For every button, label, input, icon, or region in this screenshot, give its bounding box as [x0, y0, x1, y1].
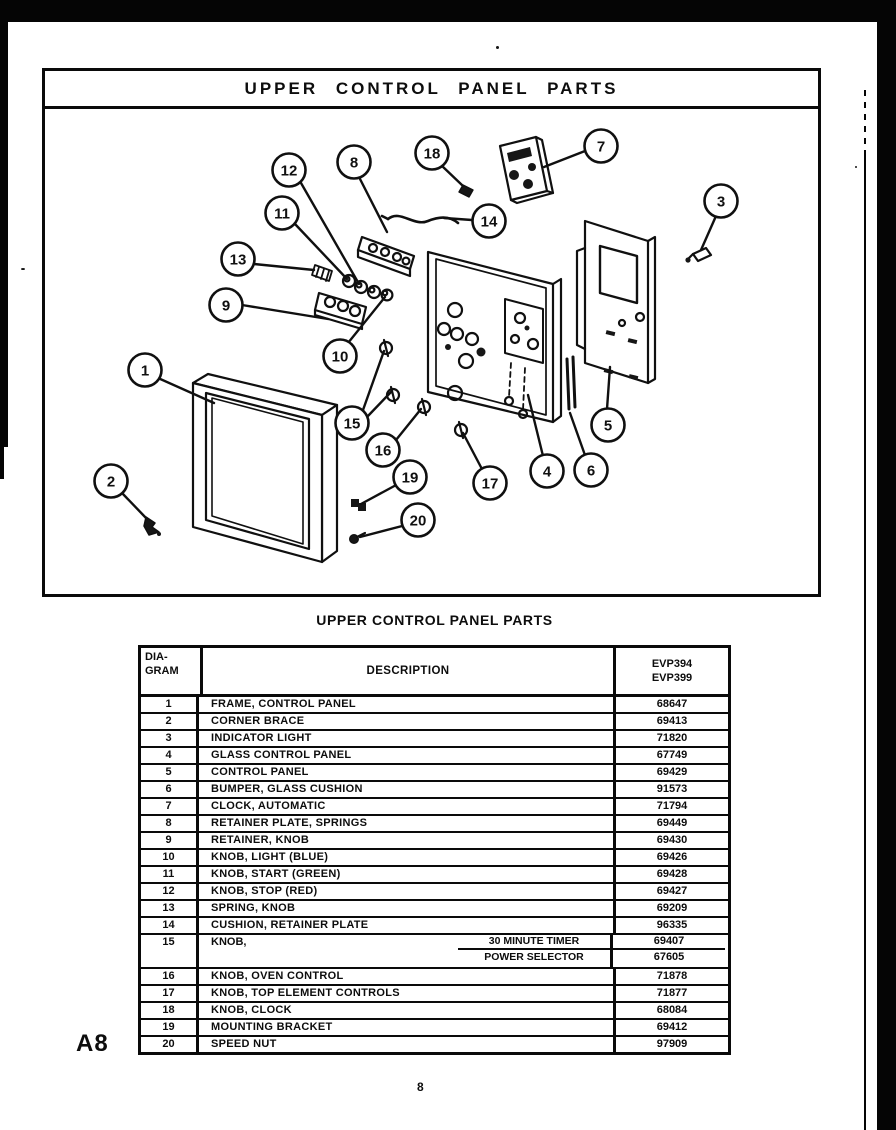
row-description: KNOB, [211, 936, 247, 948]
row-description: CONTROL PANEL [211, 766, 309, 778]
callout-17 [474, 467, 507, 500]
scan-speck [496, 46, 499, 49]
header-description-column: DESCRIPTION [366, 665, 450, 677]
callout-number: 3 [716, 193, 726, 211]
callout-3 [705, 185, 738, 218]
row-diagram-number: 13 [141, 901, 199, 916]
leader-line [570, 413, 586, 458]
row-diagram-number: 16 [141, 969, 199, 984]
diagram-title: UPPER CONTROL PANEL PARTS [45, 71, 818, 109]
row-diagram-number: 4 [141, 748, 199, 763]
row-sub-label: POWER SELECTOR [484, 951, 584, 963]
callout-8 [338, 146, 371, 179]
header-diagram-column: DIA- GRAM [141, 648, 203, 694]
leader-line [544, 151, 585, 167]
row-diagram-number: 5 [141, 765, 199, 780]
row-description: RETAINER PLATE, SPRINGS [211, 817, 368, 829]
part-bracket-screw-19 [351, 499, 366, 511]
table-row-1 [141, 697, 728, 714]
row-part-number: 67749 [613, 748, 728, 763]
callout-number: 8 [349, 154, 359, 172]
callout-number: 14 [480, 213, 498, 231]
row-description: SPEED NUT [211, 1038, 277, 1050]
callout-number: 9 [221, 297, 231, 315]
page-corner-label: A8 [76, 1030, 109, 1057]
row-description: GLASS CONTROL PANEL [211, 749, 352, 761]
leader-line [444, 218, 472, 220]
table-row-18 [141, 1003, 728, 1020]
row-part-number: 69449 [613, 816, 728, 831]
row-diagram-number: 18 [141, 1003, 199, 1018]
callout-number: 16 [374, 442, 392, 460]
row-description: BUMPER, GLASS CUSHION [211, 783, 363, 795]
table-row-10 [141, 850, 728, 867]
callout-1 [129, 354, 162, 387]
scan-edge-top [0, 0, 896, 22]
row-description: MOUNTING BRACKET [211, 1021, 333, 1033]
callout-15 [336, 407, 369, 440]
row-description: KNOB, LIGHT (BLUE) [211, 851, 329, 863]
row-diagram-number: 14 [141, 918, 199, 933]
callout-number: 20 [409, 512, 427, 530]
callout-13 [222, 243, 255, 276]
row-diagram-number: 3 [141, 731, 199, 746]
callout-6 [575, 454, 608, 487]
callout-number: 7 [596, 138, 606, 156]
row-description: KNOB, TOP ELEMENT CONTROLS [211, 987, 400, 999]
row-description: CUSHION, RETAINER PLATE [211, 919, 369, 931]
callout-10 [324, 340, 357, 373]
row-part-number: 96335 [613, 918, 728, 933]
page-fold-line [864, 155, 866, 1130]
part-cushion-retainer-plate [382, 216, 458, 223]
exploded-parts-diagram [45, 112, 818, 591]
leader-line [360, 525, 406, 537]
part-control-panel [577, 221, 655, 383]
callout-number: 13 [229, 251, 247, 269]
callout-number: 6 [586, 462, 596, 480]
page-fold-line-top [864, 90, 866, 155]
row-diagram-number: 6 [141, 782, 199, 797]
row-sub-label: 30 MINUTE TIMER [458, 935, 610, 950]
part-spring-knob [312, 265, 332, 281]
table-row-19 [141, 1020, 728, 1037]
callout-number: 12 [280, 162, 298, 180]
row-part-number: 69426 [613, 850, 728, 865]
table-row-12 [141, 884, 728, 901]
row-diagram-number: 9 [141, 833, 199, 848]
leader-line [701, 216, 716, 250]
callout-16 [367, 434, 400, 467]
table-row-9 [141, 833, 728, 850]
leader-line [359, 177, 387, 232]
row-description: CLOCK, AUTOMATIC [211, 800, 326, 812]
row-part-number: 69209 [613, 901, 728, 916]
row-diagram-number: 12 [141, 884, 199, 899]
callout-4 [531, 455, 564, 488]
table-row-4 [141, 748, 728, 765]
table-row-14 [141, 918, 728, 935]
row-part-number: 69427 [613, 884, 728, 899]
callout-11 [266, 197, 299, 230]
parts-table [138, 645, 731, 1055]
leader-line [607, 367, 610, 409]
header-model-column: EVP394 EVP399 [613, 648, 728, 694]
row-diagram-number: 15 [141, 935, 199, 967]
row-part-number: 71820 [613, 731, 728, 746]
callout-number: 15 [343, 415, 361, 433]
part-retainer-plate-springs [358, 237, 414, 276]
leader-line [122, 493, 147, 519]
callout-number: 2 [106, 473, 116, 491]
table-row-2 [141, 714, 728, 731]
row-description: SPRING, KNOB [211, 902, 296, 914]
part-screw-18 [459, 185, 473, 197]
diagram-frame [42, 68, 821, 597]
leader-line [367, 392, 391, 417]
part-clock-automatic [500, 137, 553, 203]
table-row-17 [141, 986, 728, 1003]
callout-20 [402, 504, 435, 537]
row-part-number: 69430 [613, 833, 728, 848]
row-description: KNOB, START (GREEN) [211, 868, 341, 880]
row-description: FRAME, CONTROL PANEL [211, 698, 356, 710]
row-description: KNOB, STOP (RED) [211, 885, 318, 897]
leader-line [441, 165, 463, 186]
row-diagram-number: 8 [141, 816, 199, 831]
callout-19 [394, 461, 427, 494]
callout-number: 10 [331, 348, 349, 366]
scan-speck [855, 166, 857, 168]
row-diagram-number: 19 [141, 1020, 199, 1035]
callout-number: 5 [603, 417, 613, 435]
row-description: KNOB, CLOCK [211, 1004, 292, 1016]
callout-number: 4 [542, 463, 552, 481]
row-part-number: 69429 [613, 765, 728, 780]
scan-speck [21, 268, 25, 270]
row-description: CORNER BRACE [211, 715, 305, 727]
parts-table-body [141, 697, 728, 1052]
row-sub-labels [458, 935, 610, 967]
callout-number: 11 [274, 205, 290, 223]
row-diagram-number: 1 [141, 697, 199, 712]
row-part-number: 68084 [613, 1003, 728, 1018]
callout-5 [592, 409, 625, 442]
row-diagram-number: 2 [141, 714, 199, 729]
row-part-number: 69412 [613, 1020, 728, 1035]
leader-line [396, 409, 421, 440]
table-row-16 [141, 969, 728, 986]
leader-line [254, 264, 314, 270]
row-part-number: 69407 [613, 935, 725, 950]
row-part-number: 71877 [613, 986, 728, 1001]
row-part-number: 69428 [613, 867, 728, 882]
callout-18 [416, 137, 449, 170]
row-part-number: 67605 [653, 951, 685, 963]
callout-12 [273, 154, 306, 187]
leader-line [361, 484, 398, 504]
part-glass-control-panel [428, 252, 561, 422]
leader-line [463, 433, 483, 471]
row-part-number: 68647 [613, 697, 728, 712]
table-row-15 [141, 935, 728, 969]
row-part-number: 71794 [613, 799, 728, 814]
callout-number: 1 [140, 362, 150, 380]
row-part-number: 69413 [613, 714, 728, 729]
row-diagram-number: 17 [141, 986, 199, 1001]
callout-number: 19 [401, 469, 419, 487]
row-part-number: 91573 [613, 782, 728, 797]
row-description: RETAINER, KNOB [211, 834, 310, 846]
callout-number: 17 [481, 475, 499, 493]
table-row-7 [141, 799, 728, 816]
scan-edge-left-tail [0, 447, 4, 479]
callout-number: 18 [423, 145, 441, 163]
row-part-number: 71878 [613, 969, 728, 984]
row-description: INDICATOR LIGHT [211, 732, 312, 744]
row-part-number: 97909 [613, 1037, 728, 1052]
page-number: 8 [417, 1080, 424, 1094]
row-diagram-number: 10 [141, 850, 199, 865]
table-row-13 [141, 901, 728, 918]
row-description: KNOB, OVEN CONTROL [211, 970, 344, 982]
callout-14 [473, 205, 506, 238]
part-screw-20 [350, 533, 365, 543]
part-indicator-light [685, 248, 711, 263]
row-diagram-number: 7 [141, 799, 199, 814]
parts-table-title: UPPER CONTROL PANEL PARTS [316, 612, 553, 628]
part-retainer-knob [315, 293, 366, 329]
parts-table-header [141, 648, 728, 697]
callout-2 [95, 465, 128, 498]
callout-7 [585, 130, 618, 163]
table-row-8 [141, 816, 728, 833]
row-diagram-number: 11 [141, 867, 199, 882]
table-row-20 [141, 1037, 728, 1052]
table-row-11 [141, 867, 728, 884]
table-row-6 [141, 782, 728, 799]
table-row-5 [141, 765, 728, 782]
scan-edge-left [0, 0, 8, 447]
part-bumper-glass-cushion [567, 357, 575, 409]
scan-edge-right [877, 0, 896, 1130]
callout-9 [210, 289, 243, 322]
row-sub-parts [610, 935, 725, 967]
table-row-3 [141, 731, 728, 748]
row-diagram-number: 20 [141, 1037, 199, 1052]
